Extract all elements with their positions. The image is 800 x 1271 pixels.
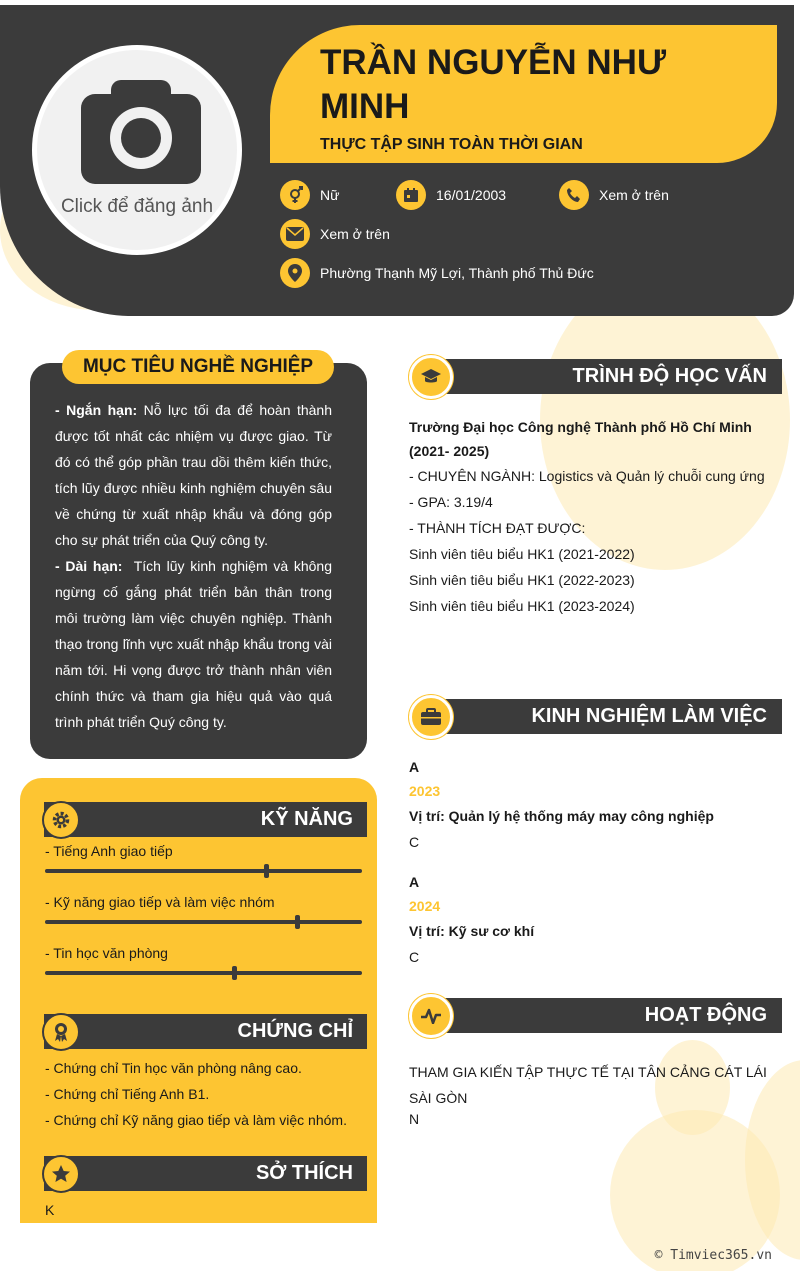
skill-level-marker <box>295 915 300 929</box>
job-role: Vị trí: Quản lý hệ thống máy may công nghiệp <box>409 808 714 824</box>
achievement-item: Sinh viên tiêu biểu HK1 (2022-2023) <box>409 572 635 588</box>
school-years: (2021- 2025) <box>409 443 490 459</box>
experience-heading <box>409 695 782 737</box>
job-description: C <box>409 949 420 965</box>
hobbies-title: SỞ THÍCH <box>255 1162 353 1184</box>
candidate-name: TRẦN NGUYỄN NHƯ MINH <box>320 43 666 126</box>
company-name: A <box>409 874 420 890</box>
education-title: TRÌNH ĐỘ HỌC VẤN <box>572 365 767 387</box>
short-term-label: - Ngắn hạn: <box>55 402 138 418</box>
long-term-text: Tích lũy kinh nghiệm và không ngừng cố gắng phát triển bản thân trong môi trường làm việc chuyên nghiệp. Thành thạo trong lĩnh vực xuất nhập khẩu trong vài năm tới. Hi vọng được trở thành nhân viên chính thức và tham gia hiệu quả vào quá trình phát triển Quý công ty. <box>55 558 333 730</box>
location-pin-icon <box>280 258 310 288</box>
footer-credit: © Timviec365.vn <box>654 1248 772 1263</box>
activity-note: N <box>409 1111 420 1127</box>
hobbies-heading <box>44 1156 367 1191</box>
gender-icon <box>280 180 310 210</box>
company-name: A <box>409 759 420 775</box>
certificate-item: - Chứng chỉ Tiếng Anh B1. <box>45 1086 210 1102</box>
calendar-icon <box>396 180 426 210</box>
job-position: THỰC TẬP SINH TOÀN THỜI GIAN <box>320 136 583 153</box>
skills-heading <box>44 802 367 837</box>
skills-title: KỸ NĂNG <box>260 808 353 830</box>
name-panel <box>270 25 777 163</box>
achievement-item: Sinh viên tiêu biểu HK1 (2021-2022) <box>409 546 635 562</box>
achievements-label: - THÀNH TÍCH ĐẠT ĐƯỢC: <box>409 520 586 536</box>
phone-info <box>559 180 669 210</box>
objective-title: MỤC TIÊU NGHỀ NGHIỆP <box>62 350 334 384</box>
email-icon <box>280 219 310 249</box>
address-info <box>280 258 594 288</box>
birthday-info <box>396 180 506 210</box>
activities-title: HOẠT ĐỘNG <box>644 1004 767 1026</box>
certificates-heading <box>44 1014 367 1049</box>
gender-info <box>280 180 339 210</box>
avatar-upload[interactable] <box>32 45 242 255</box>
hobbies-text: K <box>45 1202 55 1218</box>
skill-bar <box>45 869 362 873</box>
camera-icon <box>81 80 201 184</box>
education-heading <box>409 355 782 397</box>
skill-level-marker <box>264 864 269 878</box>
school-name: Trường Đại học Công nghệ Thành phố Hồ Chí Minh <box>409 419 752 435</box>
experience-title: KINH NGHIỆM LÀM VIỆC <box>531 705 767 727</box>
skill-label: - Tiếng Anh giao tiếp <box>45 843 173 859</box>
briefcase-icon <box>409 695 453 739</box>
award-ribbon-icon <box>42 1013 80 1051</box>
activity-pulse-icon <box>409 994 453 1038</box>
email-value: Xem ở trên <box>320 226 390 242</box>
activity-text: THAM GIA KIẾN TẬP THỰC TẾ TẠI TÂN CẢNG CÁT LÁI SÀI GÒN <box>409 1064 767 1106</box>
gender-value: Nữ <box>320 187 340 203</box>
job-description: C <box>409 834 420 850</box>
skill-label: - Tin học văn phòng <box>45 945 168 961</box>
skill-bar <box>45 971 362 975</box>
phone-icon <box>559 180 589 210</box>
job-year: 2023 <box>409 783 441 799</box>
certificate-item: - Chứng chỉ Tin học văn phòng nâng cao. <box>45 1060 302 1076</box>
address-value: Phường Thạnh Mỹ Lợi, Thành phố Thủ Đức <box>320 265 594 281</box>
short-term-text: Nỗ lực tối đa để hoàn thành được tốt nhất các nhiệm vụ được giao. Từ đó có thể góp phần trau dồi thêm kiến thức, tích lũy được nhiều kinh nghiệm chuyên sâu về chứng từ xuất nhập khẩu và đóng góp cho sự phát triển của Quý công ty. <box>55 402 333 548</box>
email-info <box>280 219 390 249</box>
objective-text <box>55 397 332 735</box>
skill-label: - Kỹ năng giao tiếp và làm việc nhóm <box>45 894 275 910</box>
gear-icon <box>42 801 80 839</box>
job-role: Vị trí: Kỹ sư cơ khí <box>409 923 535 939</box>
activities-heading <box>409 994 782 1036</box>
graduation-cap-icon <box>409 355 453 399</box>
major: - CHUYÊN NGÀNH: Logistics và Quản lý chuỗi cung ứng <box>409 468 765 484</box>
avatar-label: Click để đăng ảnh <box>60 196 214 217</box>
birthday-value: 16/01/2003 <box>436 187 507 203</box>
certificates-title: CHỨNG CHỈ <box>237 1020 353 1042</box>
long-term-label: - Dài hạn: <box>55 558 123 574</box>
gpa: - GPA: 3.19/4 <box>409 494 493 510</box>
phone-value: Xem ở trên <box>599 187 669 203</box>
skill-bar <box>45 920 362 924</box>
skill-level-marker <box>232 966 237 980</box>
certificate-item: - Chứng chỉ Kỹ năng giao tiếp và làm việc nhóm. <box>45 1112 347 1128</box>
star-icon <box>42 1155 80 1193</box>
achievement-item: Sinh viên tiêu biểu HK1 (2023-2024) <box>409 598 635 614</box>
job-year: 2024 <box>409 898 441 914</box>
